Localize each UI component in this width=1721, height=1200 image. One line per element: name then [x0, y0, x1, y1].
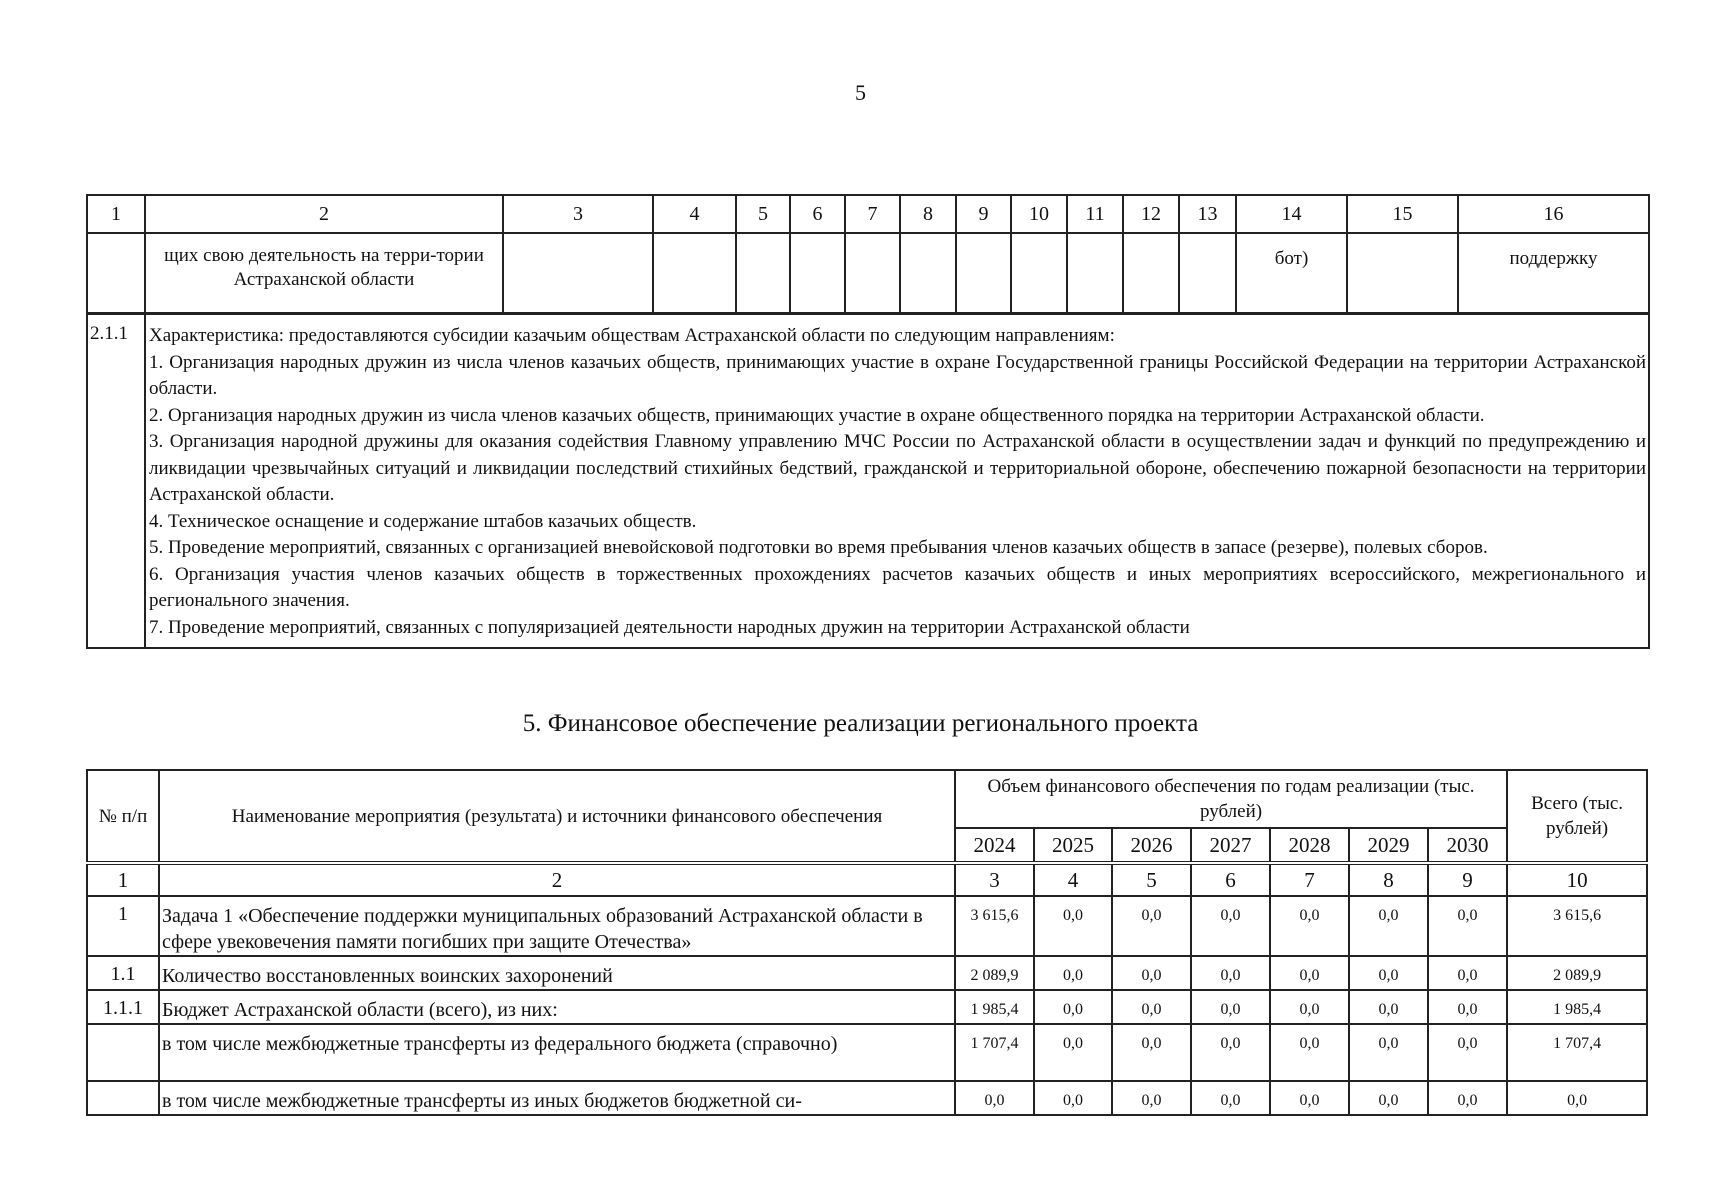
col-number: 6 [790, 195, 845, 233]
row-name: Задача 1 «Обеспечение поддержки муниципальных образований Астраханской области в сфере увековечения памяти погибших при защите Отечества» [159, 896, 955, 956]
total-cell: 1 707,4 [1507, 1024, 1647, 1081]
row-number [87, 1081, 159, 1115]
value-cell: 1 707,4 [955, 1024, 1034, 1081]
row-number: 1.1 [87, 956, 159, 990]
value-cell: 0,0 [1034, 1081, 1112, 1115]
row-number: 1 [87, 896, 159, 956]
value-cell: 0,0 [1270, 1024, 1349, 1081]
year-header: 2027 [1191, 828, 1270, 863]
column-index-row [87, 863, 1647, 896]
value-cell: 0,0 [1034, 990, 1112, 1024]
value-cell: 0,0 [1270, 990, 1349, 1024]
continuation-text: щих свою деятельность на терри-тории Астраханской области [145, 233, 503, 314]
col-number: 3 [503, 195, 653, 233]
table-row [87, 1024, 1647, 1081]
value-cell: 0,0 [1112, 896, 1191, 956]
col-number: 15 [1347, 195, 1458, 233]
value-cell: 0,0 [1191, 956, 1270, 990]
col-number: 14 [1236, 195, 1347, 233]
col-number: 5 [736, 195, 790, 233]
continuation-text: бот) [1236, 233, 1347, 314]
row-number: 1.1.1 [87, 990, 159, 1024]
col-index: 6 [1191, 863, 1270, 896]
table-row [87, 956, 1647, 990]
paragraph: 7. Проведение мероприятий, связанных с популяризацией деятельности народных дружин на территории Астраханской области [149, 616, 1190, 638]
col-number: 13 [1179, 195, 1236, 233]
value-cell: 0,0 [1034, 956, 1112, 990]
table-row [87, 1081, 1647, 1115]
total-cell: 2 089,9 [1507, 956, 1647, 990]
year-header: 2024 [955, 828, 1034, 863]
table-header-row [87, 770, 1647, 828]
col-number: 7 [845, 195, 900, 233]
item-number: 2.1.1 [87, 314, 145, 649]
col-index: 1 [87, 863, 159, 896]
value-cell: 0,0 [1112, 1081, 1191, 1115]
project-table [86, 194, 1650, 649]
paragraph: 2. Организация народных дружин из числа членов казачьих обществ, принимающих участие в охране общественного порядка на территории Астраханской области. [149, 404, 1485, 426]
value-cell: 0,0 [1191, 1024, 1270, 1081]
value-cell: 0,0 [1349, 990, 1428, 1024]
year-header: 2025 [1034, 828, 1112, 863]
col-index: 4 [1034, 863, 1112, 896]
value-cell: 3 615,6 [955, 896, 1034, 956]
year-header: 2026 [1112, 828, 1191, 863]
continuation-row [87, 233, 1649, 314]
paragraph: 3. Организация народной дружины для оказания содействия Главному управлению МЧС России по Астраханской области в осуществлении задач и функций по предупреждению и ликвидации чрезвычайных ситуаций и ликвидации последствий стихийных бедствий, гражданской и территориальной обороне, обеспечению пожарной безопасности на территории Астраханской области. [149, 431, 1646, 505]
value-cell: 1 985,4 [955, 990, 1034, 1024]
paragraph: Характеристика: предоставляются субсидии казачьим обществам Астраханской области по следующим направлениям: [149, 325, 1115, 346]
financing-table [86, 769, 1648, 1116]
row-name: в том числе межбюджетные трансферты из федерального бюджета (справочно) [159, 1024, 955, 1081]
value-cell: 0,0 [1034, 1024, 1112, 1081]
value-cell: 0,0 [1428, 1081, 1507, 1115]
value-cell: 0,0 [955, 1081, 1034, 1115]
paragraph: 6. Организация участия членов казачьих обществ в торжественных прохождениях расчетов казачьих обществ и иных мероприятиях всероссийского, межрегионального и регионального значения. [149, 563, 1646, 611]
value-cell: 0,0 [1191, 990, 1270, 1024]
section-title: 5. Финансовое обеспечение реализации регионального проекта [522, 710, 1199, 737]
paragraph: 5. Проведение мероприятий, связанных с организацией вневойсковой подготовки во время пребывания членов казачьих обществ в запасе (резерве), полевых сборов. [149, 537, 1488, 558]
col-number: 8 [900, 195, 956, 233]
col-index: 9 [1428, 863, 1507, 896]
col-number: 11 [1067, 195, 1123, 233]
value-cell: 0,0 [1349, 1024, 1428, 1081]
row-name: в том числе межбюджетные трансферты из иных бюджетов бюджетной си- [159, 1081, 955, 1115]
year-header: 2028 [1270, 828, 1349, 863]
value-cell: 0,0 [1349, 956, 1428, 990]
paragraph: 4. Техническое оснащение и содержание штабов казачьих обществ. [149, 510, 697, 532]
continuation-text: поддержку [1458, 233, 1649, 314]
col-no-header: № п/п [87, 770, 159, 863]
row-number [87, 1024, 159, 1081]
total-cell: 3 615,6 [1507, 896, 1647, 956]
col-volume-header: Объем финансового обеспечения по годам реализации (тыс. рублей) [955, 770, 1507, 828]
year-header: 2029 [1349, 828, 1428, 863]
value-cell: 0,0 [1034, 896, 1112, 956]
value-cell: 0,0 [1349, 896, 1428, 956]
paragraph: 1. Организация народных дружин из числа членов казачьих обществ, принимающих участие в охране Государственной границы Российской Федерации на территории Астраханской области. [149, 351, 1646, 399]
col-number: 12 [1123, 195, 1179, 233]
value-cell: 2 089,9 [955, 956, 1034, 990]
col-index: 10 [1507, 863, 1647, 896]
characteristic-text [145, 314, 1649, 649]
col-number: 9 [956, 195, 1011, 233]
col-number: 16 [1458, 195, 1649, 233]
col-number: 2 [145, 195, 503, 233]
value-cell: 0,0 [1112, 956, 1191, 990]
value-cell: 0,0 [1428, 896, 1507, 956]
value-cell: 0,0 [1191, 1081, 1270, 1115]
row-name: Бюджет Астраханской области (всего), из них: [159, 990, 955, 1024]
col-index: 3 [955, 863, 1034, 896]
value-cell: 0,0 [1428, 1024, 1507, 1081]
value-cell: 0,0 [1112, 1024, 1191, 1081]
column-number-row [87, 195, 1649, 233]
value-cell: 0,0 [1191, 896, 1270, 956]
value-cell: 0,0 [1270, 956, 1349, 990]
characteristic-row [87, 314, 1649, 649]
col-name-header: Наименование мероприятия (результата) и источники финансового обеспечения [159, 770, 955, 863]
col-index: 5 [1112, 863, 1191, 896]
table-row [87, 896, 1647, 956]
col-number: 10 [1011, 195, 1067, 233]
page-number: 5 [855, 80, 866, 105]
col-number: 1 [87, 195, 145, 233]
row-name: Количество восстановленных воинских захоронений [159, 956, 955, 990]
total-cell: 0,0 [1507, 1081, 1647, 1115]
col-number: 4 [653, 195, 736, 233]
value-cell: 0,0 [1270, 1081, 1349, 1115]
col-index: 7 [1270, 863, 1349, 896]
value-cell: 0,0 [1112, 990, 1191, 1024]
value-cell: 0,0 [1428, 956, 1507, 990]
value-cell: 0,0 [1349, 1081, 1428, 1115]
col-index: 8 [1349, 863, 1428, 896]
total-cell: 1 985,4 [1507, 990, 1647, 1024]
year-header: 2030 [1428, 828, 1507, 863]
col-index: 2 [159, 863, 955, 896]
table-row [87, 990, 1647, 1024]
value-cell: 0,0 [1428, 990, 1507, 1024]
value-cell: 0,0 [1270, 896, 1349, 956]
col-total-header: Всего (тыс. рублей) [1507, 770, 1647, 863]
